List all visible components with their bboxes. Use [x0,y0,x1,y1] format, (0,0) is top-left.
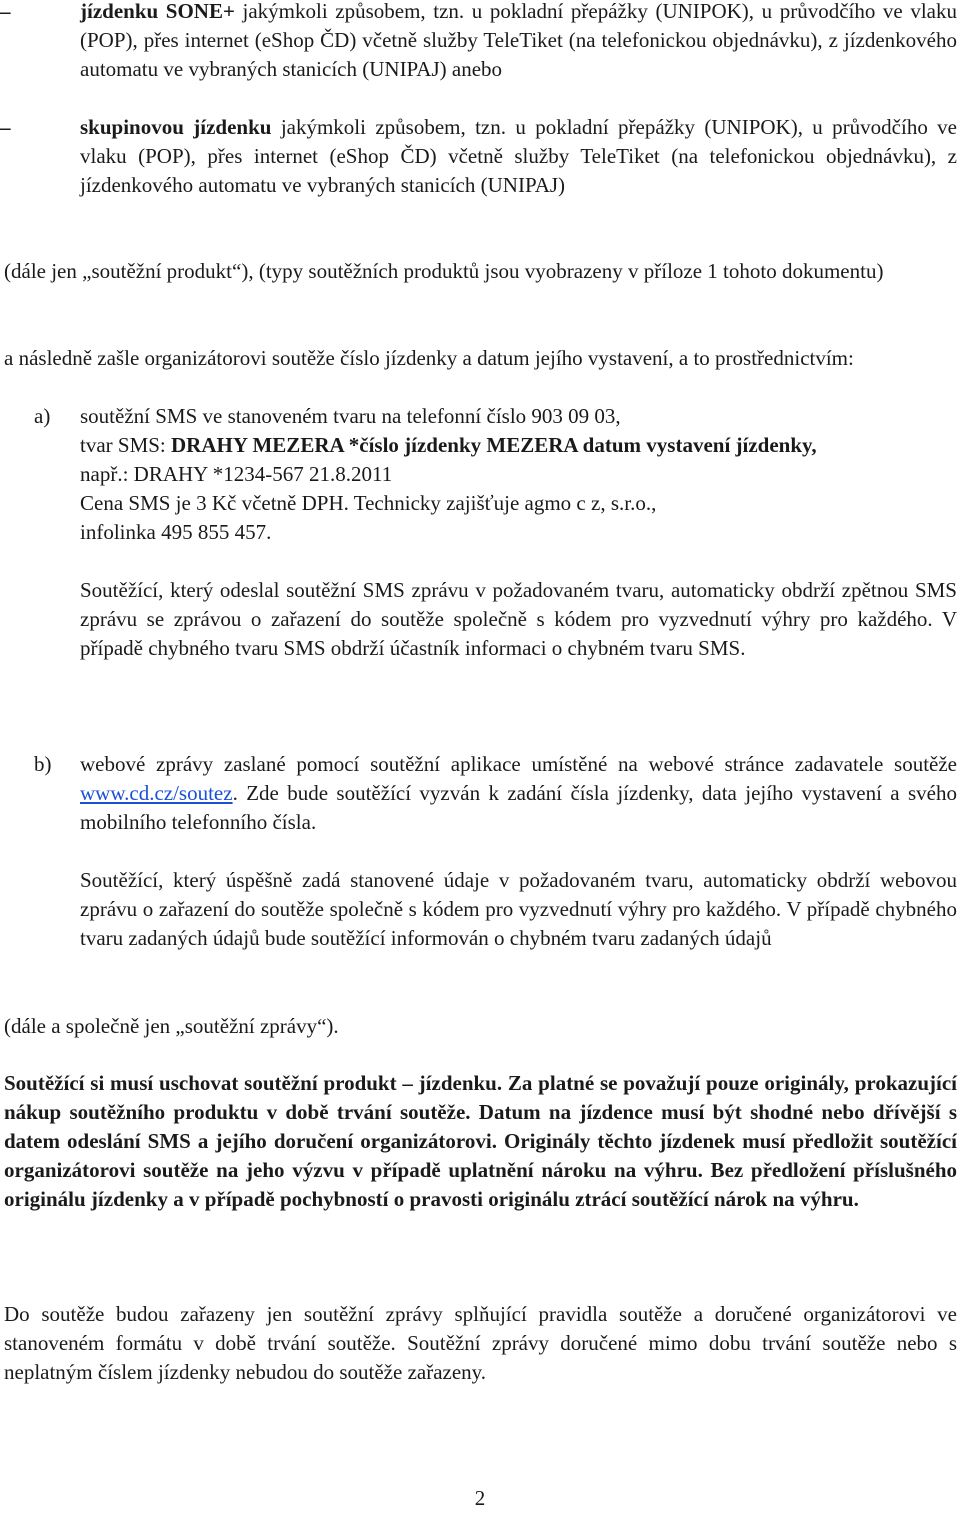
bullet-group-text: jakýmkoli způsobem, tzn. u pokladní přepážky (UNIPOK), u průvodčího ve vlaku (POP), přes internet (eShop ČD) včetně služby TeleTiket (na telefonickou objednávku), z jízdenkového automatu ve vybraných stanicích (UNIPAJ) [80,115,957,197]
item-b-marker: b) [34,752,52,776]
item-b-text [80,750,957,837]
item-a-infoline: infolinka 495 855 457. [80,520,272,544]
para-bold-rules: Soutěžící si musí uschovat soutěžní produkt – jízdenku. Za platné se považují pouze originály, prokazující nákup soutěžního produktu v době trvání soutěže. Datum na jízdence musí být shodné nebo dřívější s datem odeslání SMS a jejího doručení organizátorovi. Originály těchto jízdenek musí předložit soutěžící organizátorovi soutěže na jeho výzvu v případě uplatnění nároku na výhru. Bez předložení příslušného originálu jízdenky a v případě pochybností o pravosti originálu ztrácí soutěžící nárok na výhru. [4,1071,957,1211]
item-b-text-after: . Zde bude soutěžící vyzván k zadání čísla jízdenky, data jejího vystavení a svého mobilního telefonního čísla. [80,781,957,834]
item-a-format [80,431,880,460]
bullet-dash: – [0,115,11,139]
bullet-sone-bold: jízdenku SONE+ [80,0,235,23]
item-a-line1: soutěžní SMS ve stanoveném tvaru na telefonní číslo 903 09 03, [80,404,621,428]
item-b-text-before: webové zprávy zaslané pomocí soutěžní aplikace umístěné na webové stránce zadavatele soutěže [80,752,957,776]
item-a-response: Soutěžící, který odeslal soutěžní SMS zprávu v požadovaném tvaru, automaticky obdrží zpětnou SMS zprávu se zprávou o zařazení do soutěže společně s kódem pro vyzvednutí výhry pro každého. V případě chybného tvaru SMS obdrží účastník informaci o chybném tvaru SMS. [80,578,957,660]
item-a-marker: a) [34,404,51,428]
soutez-link[interactable]: www.cd.cz/soutez [80,781,233,805]
item-a-format-bold: DRAHY MEZERA *číslo jízdenky MEZERA datum vystavení jízdenky, [171,433,817,457]
bullet-group-ticket [0,113,957,200]
item-a-example: např.: DRAHY *1234-567 21.8.2011 [80,462,393,486]
item-a-price: Cena SMS je 3 Kč včetně DPH. Technicky zajišťuje agmo c z, s.r.o., [80,491,657,515]
para-then: a následně zašle organizátorovi soutěže číslo jízdenky a datum jejího vystavení, a to prostřednictvím: [4,346,854,370]
para-product: (dále jen „soutěžní produkt“), (typy soutěžních produktů jsou vyobrazeny v příloze 1 tohoto dokumentu) [4,259,884,283]
page-number: 2 [474,1486,486,1510]
bullet-sone-text: jakýmkoli způsobem, tzn. u pokladní přepážky (UNIPOK), u průvodčího ve vlaku (POP), přes internet (eShop ČD) včetně služby TeleTiket (na telefonickou objednávku), z jízdenkového automatu ve vybraných stanicích (UNIPAJ) anebo [80,0,958,81]
bullet-sone [0,0,958,84]
para-messages: (dále a společně jen „soutěžní zprávy“). [4,1014,339,1038]
item-b-response: Soutěžící, který úspěšně zadá stanovené údaje v požadovaném tvaru, automaticky obdrží webovou zprávu o zařazení do soutěže společně s kódem pro vyzvednutí výhry pro každého. V případě chybného tvaru zadaných údajů bude soutěžící informován o chybném tvaru zadaných údajů [80,868,957,950]
item-a-format-prefix: tvar SMS: [80,433,172,457]
bullet-group-bold: skupinovou jízdenku [80,115,272,139]
para-final: Do soutěže budou zařazeny jen soutěžní zprávy splňující pravidla soutěže a doručené organizátorovi ve stanoveném formátu v době trvání soutěže. Soutěžní zprávy doručené mimo dobu trvání soutěže nebo s neplatným číslem jízdenky nebudou do soutěže zařazeny. [4,1302,957,1384]
bullet-dash: – [0,0,11,23]
